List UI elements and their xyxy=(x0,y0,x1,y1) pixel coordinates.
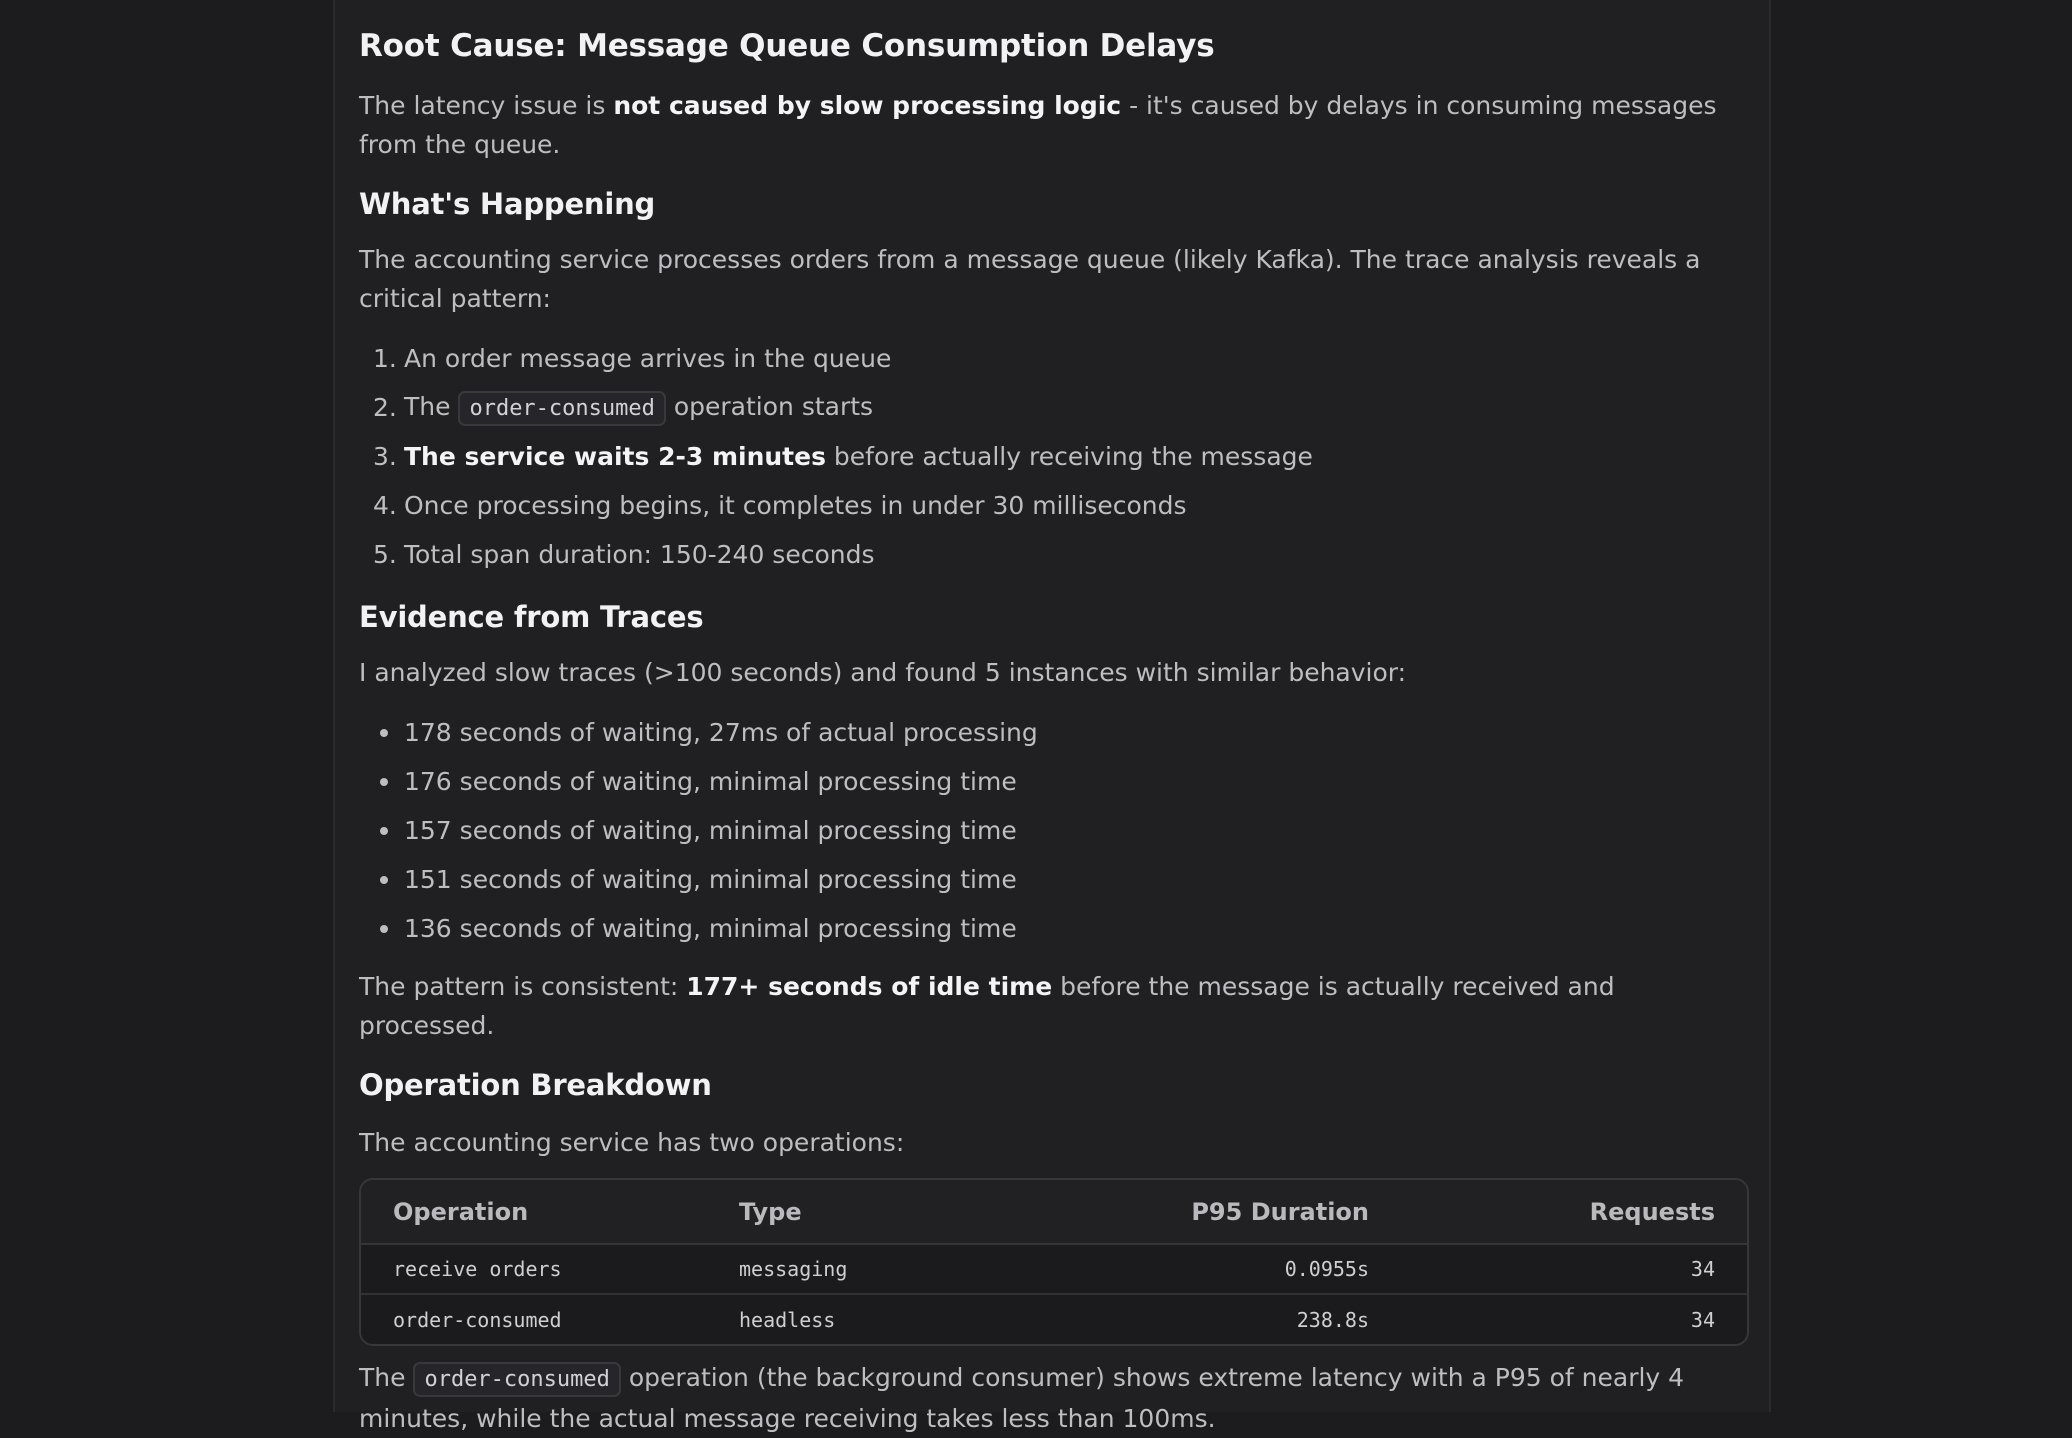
evidence-paragraph: I analyzed slow traces (>100 seconds) and found 5 instances with similar behavior: xyxy=(359,658,1407,687)
steps-list xyxy=(359,334,1749,579)
list-item xyxy=(359,855,1749,904)
step-text-post: operation starts xyxy=(665,392,874,421)
pattern-text: The pattern is consistent: xyxy=(359,972,687,1001)
intro-text: The latency issue is xyxy=(359,91,614,120)
step-item xyxy=(359,481,1749,530)
list-item xyxy=(359,806,1749,855)
column-header-p95-duration: P95 Duration xyxy=(1053,1180,1401,1244)
whats-happening-heading: What's Happening xyxy=(359,187,656,221)
column-header-type: Type xyxy=(707,1180,1053,1244)
intro-paragraph xyxy=(359,86,1749,164)
step-text xyxy=(404,388,873,427)
step-number: 2. xyxy=(373,393,397,422)
inline-code: order-consumed xyxy=(413,1362,620,1397)
list-item-text: 178 seconds of waiting, 27ms of actual processing xyxy=(404,718,1038,747)
step-item xyxy=(359,334,1749,383)
step-text xyxy=(404,438,1313,475)
step-emphasis: The service waits 2-3 minutes xyxy=(404,442,826,471)
pattern-emphasis: 177+ seconds of idle time xyxy=(686,972,1053,1001)
table-row xyxy=(361,1244,1747,1294)
bullet-icon xyxy=(359,925,404,933)
table-header-row xyxy=(361,1180,1747,1244)
step-text-pre: The xyxy=(404,392,459,421)
intro-emphasis: not caused by slow processing logic xyxy=(613,91,1122,120)
bullet-icon xyxy=(359,876,404,884)
inline-code: order-consumed xyxy=(458,391,665,426)
step-number: 4. xyxy=(373,491,397,520)
step-text-post: before actually receiving the message xyxy=(825,442,1313,471)
step-text: An order message arrives in the queue xyxy=(404,344,892,373)
list-item-text: 136 seconds of waiting, minimal processing time xyxy=(404,914,1017,943)
pattern-text-continued: before the message is actually received and processed. xyxy=(359,972,1615,1040)
cell-requests: 34 xyxy=(1401,1244,1747,1294)
cell-type: messaging xyxy=(707,1244,1053,1294)
operation-breakdown-heading: Operation Breakdown xyxy=(359,1068,712,1102)
whats-happening-paragraph: The accounting service processes orders from a message queue (likely Kafka). The trace analysis reveals a critical pattern: xyxy=(359,245,1701,313)
pattern-paragraph xyxy=(359,967,1749,1045)
root-cause-heading: Root Cause: Message Queue Consumption Delays xyxy=(359,28,1215,64)
step-number: 5. xyxy=(373,540,397,569)
list-item-text: 176 seconds of waiting, minimal processing time xyxy=(404,767,1017,796)
operations-table xyxy=(359,1178,1749,1346)
list-item xyxy=(359,757,1749,806)
intro-text-continued: - it's caused by delays in consuming messages from the queue. xyxy=(359,91,1717,159)
list-item-text: 157 seconds of waiting, minimal processing time xyxy=(404,816,1017,845)
bullet-icon xyxy=(359,827,404,835)
list-item-text: 151 seconds of waiting, minimal processing time xyxy=(404,865,1017,894)
cell-type: headless xyxy=(707,1294,1053,1344)
step-item xyxy=(359,530,1749,579)
final-text-continued: operation (the background consumer) shows extreme latency with a P95 of nearly 4 minutes, while the actual message receiving takes less than 100ms. xyxy=(359,1363,1685,1433)
final-paragraph xyxy=(359,1358,1749,1438)
step-item xyxy=(359,383,1749,432)
column-header-operation: Operation xyxy=(361,1180,707,1244)
chat-message-panel xyxy=(333,0,1771,1433)
column-header-requests: Requests xyxy=(1401,1180,1747,1244)
table-row xyxy=(361,1294,1747,1344)
cell-operation: receive orders xyxy=(361,1244,707,1294)
step-number: 1. xyxy=(373,344,397,373)
bullet-icon xyxy=(359,729,404,737)
evidence-heading: Evidence from Traces xyxy=(359,600,704,634)
evidence-list xyxy=(359,708,1749,953)
list-item xyxy=(359,708,1749,757)
cell-requests: 34 xyxy=(1401,1294,1747,1344)
step-number: 3. xyxy=(373,442,397,471)
message-content xyxy=(359,24,1749,1438)
step-text: Once processing begins, it completes in under 30 milliseconds xyxy=(404,491,1187,520)
operations-paragraph: The accounting service has two operations: xyxy=(359,1128,905,1157)
cell-p95-duration: 238.8s xyxy=(1053,1294,1401,1344)
step-text: Total span duration: 150-240 seconds xyxy=(404,540,875,569)
cell-operation: order-consumed xyxy=(361,1294,707,1344)
bullet-icon xyxy=(359,778,404,786)
cell-p95-duration: 0.0955s xyxy=(1053,1244,1401,1294)
list-item xyxy=(359,904,1749,953)
final-text: The xyxy=(359,1363,414,1392)
step-item xyxy=(359,432,1749,481)
